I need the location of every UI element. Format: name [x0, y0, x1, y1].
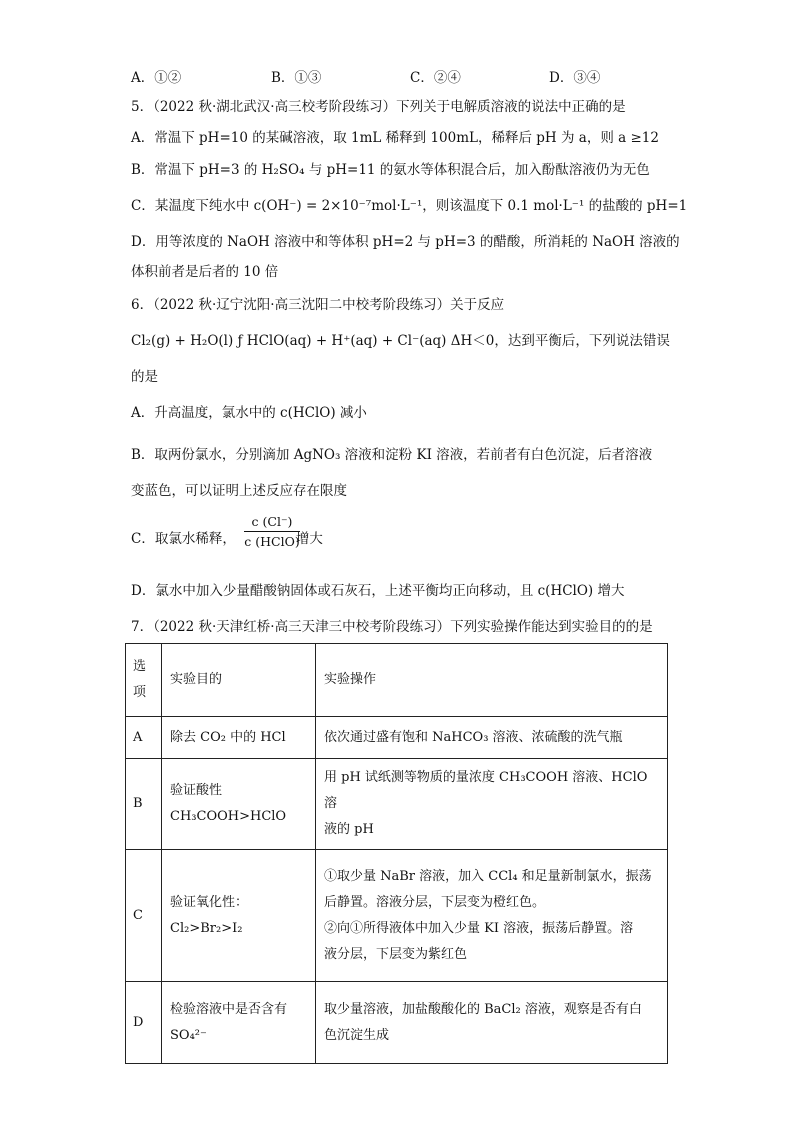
- row-operation: [316, 982, 668, 1064]
- row-purpose: [162, 717, 316, 759]
- cell-text: 除去 CO₂ 中的 HCl: [170, 729, 286, 745]
- option-c: C．②④: [410, 70, 461, 86]
- cell-text: 用 pH 试纸测等物质的量浓度 CH₃COOH 溶液、HClO 溶: [324, 770, 648, 811]
- cell-text: 实验目的: [170, 672, 223, 687]
- cell-text: 取少量溶液，加盐酸酸化的 BaCl₂ 溶液，观察是否有白: [324, 1001, 642, 1017]
- q5-option-d: D．用等浓度的 NaOH 溶液中和等体积 pH=2 与 pH=3 的醋酸，所消耗的 NaOH 溶液的: [131, 234, 680, 250]
- cell-text: SO₄²⁻: [170, 1027, 207, 1043]
- fraction-denominator: c (HClO): [244, 534, 300, 549]
- q6-equation: Cl₂(g) + H₂O(l) ƒ HClO(aq) + H⁺(aq) + Cl⁻(aq) ΔH＜0，达到平衡后，下列说法错误: [131, 333, 670, 349]
- ratio-fraction: [244, 514, 300, 549]
- cell-text: 液分层，下层变为紫红色: [324, 946, 468, 962]
- row-operation: [316, 850, 668, 982]
- header-option: [126, 644, 162, 717]
- q5-option-b: B．常温下 pH=3 的 H₂SO₄ 与 pH=11 的氨水等体积混合后，加入酚酞溶液仍为无色: [131, 162, 650, 178]
- cell-text: 依次通过盛有饱和 NaHCO₃ 溶液、浓硫酸的洗气瓶: [324, 729, 623, 745]
- cell-text: 选: [133, 659, 147, 674]
- q6-option-b-cont: 变蓝色，可以证明上述反应存在限度: [131, 483, 347, 499]
- row-option: [126, 759, 162, 850]
- cell-text: 检验溶液中是否含有: [170, 1001, 288, 1017]
- row-operation: [316, 717, 668, 759]
- q6-option-c-prefix: C．取氯水稀释，: [131, 531, 236, 547]
- cell-text: 实验操作: [324, 672, 377, 687]
- cell-text: 后静置。溶液分层，下层变为橙红色。: [324, 894, 546, 910]
- header-purpose: [162, 644, 316, 717]
- option-a: A．①②: [131, 70, 182, 86]
- cell-text: Cl₂>Br₂>I₂: [170, 920, 243, 936]
- cell-text: 液的 pH: [324, 822, 374, 837]
- cell-text: D: [133, 1014, 144, 1030]
- q6-option-c-suffix: 增大: [295, 531, 323, 547]
- q5-stem: 5．（2022 秋·湖北武汉·高三校考阶段练习）下列关于电解质溶液的说法中正确的是: [131, 99, 626, 115]
- table-row: [126, 982, 668, 1064]
- q5-option-d-cont: 体积前者是后者的 10 倍: [131, 264, 279, 280]
- cell-text: 项: [133, 685, 147, 700]
- cell-text: ②向①所得液体中加入少量 KI 溶液，振荡后静置。溶: [324, 920, 634, 936]
- q5-option-a: A．常温下 pH=10 的某碱溶液，取 1mL 稀释到 100mL，稀释后 pH 为 a，则 a ≥12: [131, 130, 659, 146]
- q6-option-d: D．氯水中加入少量醋酸钠固体或石灰石，上述平衡均正向移动，且 c(HClO) 增大: [131, 583, 625, 599]
- option-d: D．③④: [549, 70, 601, 86]
- cell-text: C: [133, 907, 143, 923]
- cell-text: CH₃COOH>HClO: [170, 809, 287, 824]
- table-row: [126, 850, 668, 982]
- q6-option-a: A．升高温度，氯水中的 c(HClO) 减小: [131, 405, 367, 421]
- option-b: B．①③: [271, 70, 322, 86]
- row-operation: [316, 759, 668, 850]
- q6-option-b: B．取两份氯水，分别滴加 AgNO₃ 溶液和淀粉 KI 溶液，若前者有白色沉淀，后者溶液: [131, 447, 653, 463]
- cell-text: A: [133, 729, 143, 745]
- row-option: [126, 850, 162, 982]
- q5-option-c: C．某温度下纯水中 c(OH⁻) = 2×10⁻⁷mol·L⁻¹，则该温度下 0.1 mol·L⁻¹ 的盐酸的 pH=1: [131, 198, 688, 214]
- q7-stem: 7．（2022 秋·天津红桥·高三天津三中校考阶段练习）下列实验操作能达到实验目的的是: [131, 619, 653, 635]
- cell-text: ①取少量 NaBr 溶液，加入 CCl₄ 和足量新制氯水，振荡: [324, 868, 652, 884]
- cell-text: 验证酸性: [170, 783, 223, 798]
- q6-stem: 6．（2022 秋·辽宁沈阳·高三沈阳二中校考阶段练习）关于反应: [131, 297, 505, 313]
- header-operation: [316, 644, 668, 717]
- table-row: [126, 717, 668, 759]
- row-purpose: [162, 850, 316, 982]
- row-option: [126, 982, 162, 1064]
- table-header-row: [126, 644, 668, 717]
- experiment-table: [125, 643, 668, 1064]
- cell-text: 色沉淀生成: [324, 1027, 390, 1043]
- row-option: [126, 717, 162, 759]
- fraction-numerator: c (Cl⁻): [244, 514, 300, 532]
- row-purpose: [162, 759, 316, 850]
- row-purpose: [162, 982, 316, 1064]
- cell-text: B: [133, 796, 143, 811]
- cell-text: 验证氧化性：: [170, 894, 249, 910]
- q6-equation-cont: 的是: [131, 369, 158, 385]
- table-row: [126, 759, 668, 850]
